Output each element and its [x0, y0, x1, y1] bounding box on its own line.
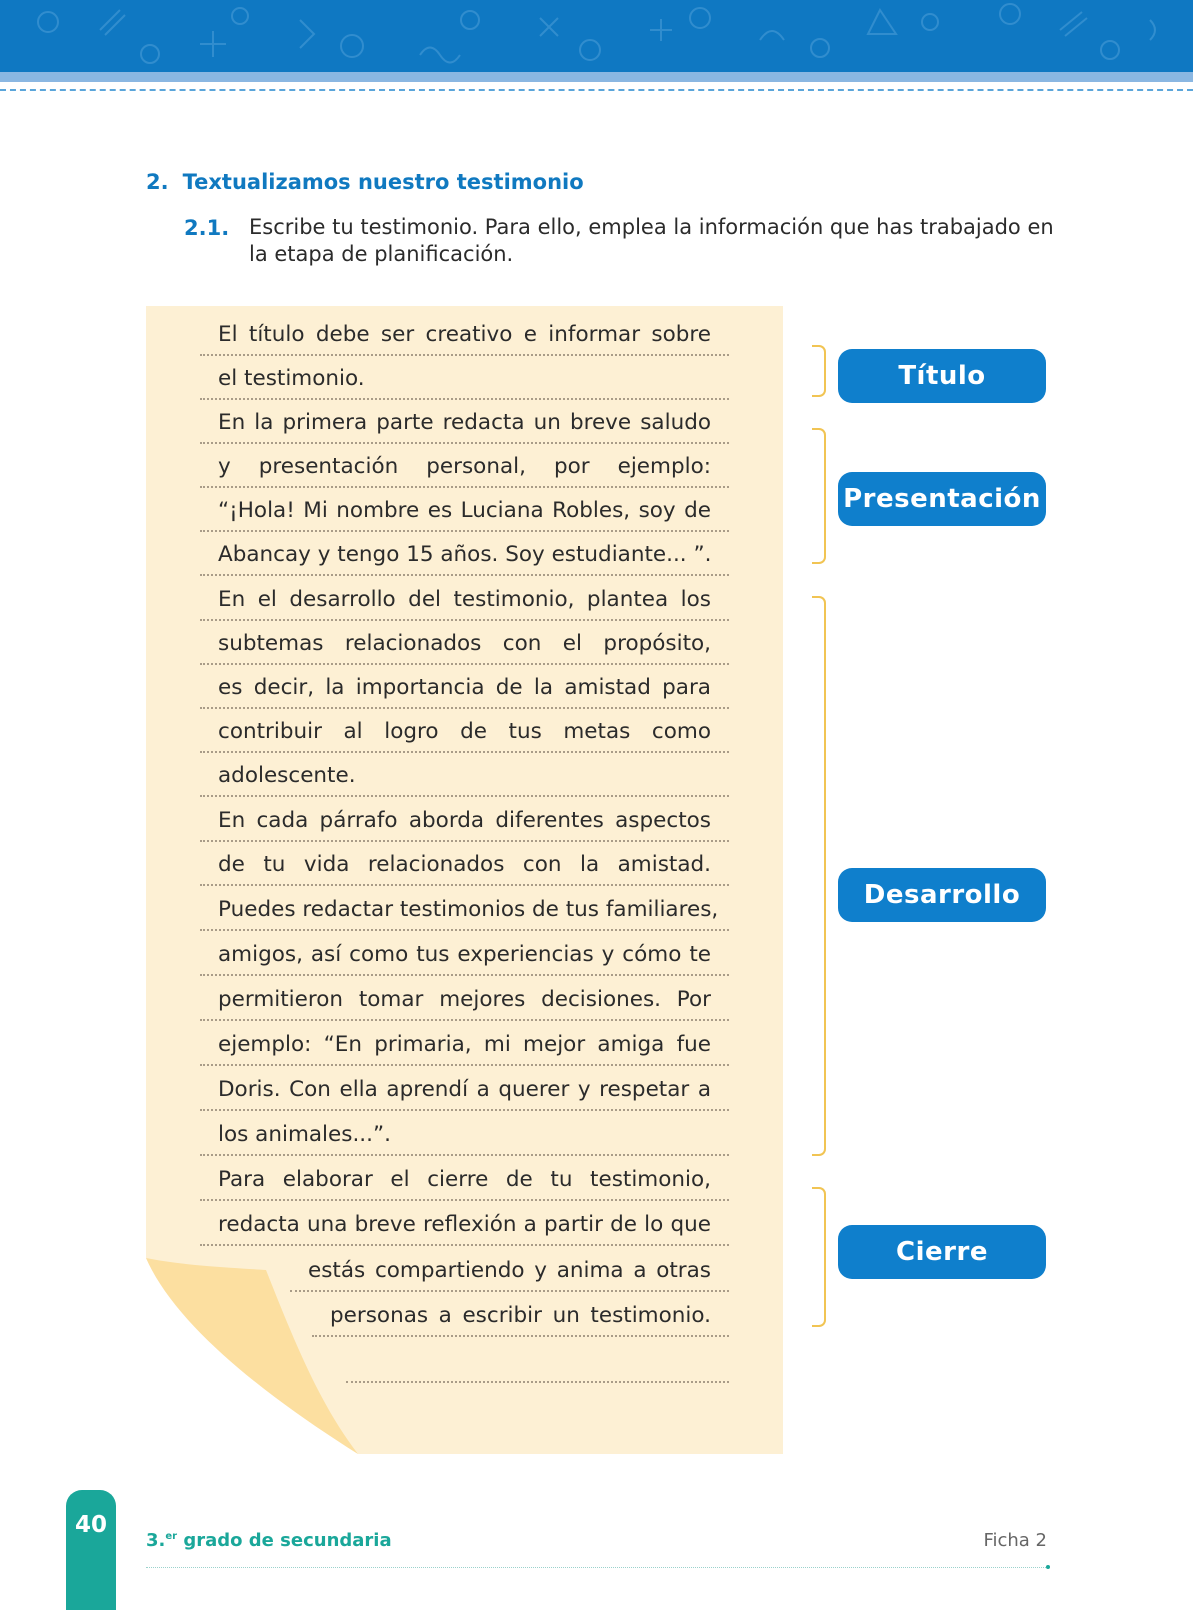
- ficha-label: Ficha 2: [983, 1530, 1047, 1551]
- paper-line[interactable]: Abancay y tengo 15 años. Soy estudiante... ”.: [200, 532, 729, 576]
- label-presentacion[interactable]: Presentación: [838, 472, 1046, 526]
- bracket-cierre: [812, 1187, 826, 1327]
- page-number: 40: [74, 1512, 107, 1538]
- section-number: 2.: [146, 170, 169, 194]
- paper-line[interactable]: Doris. Con ella aprendí a querer y respetar a: [200, 1067, 729, 1111]
- paper-line[interactable]: Puedes redactar testimonios de tus familiares,: [200, 887, 729, 931]
- footer-dotted-line: [146, 1567, 1048, 1568]
- paper-line[interactable]: En cada párrafo aborda diferentes aspectos: [200, 798, 729, 842]
- banner-dashed-divider: [0, 89, 1193, 91]
- banner-doodle-pattern: [0, 0, 1193, 72]
- grade-label: 3.$^{er}$ grado de secundaria: [146, 1530, 392, 1551]
- paper-line[interactable]: subtemas relacionados con el propósito,: [200, 621, 729, 665]
- paper-line[interactable]: los animales...”.: [200, 1112, 729, 1156]
- label-titulo[interactable]: Título: [838, 349, 1046, 403]
- label-desarrollo[interactable]: Desarrollo: [838, 868, 1046, 922]
- label-cierre[interactable]: Cierre: [838, 1225, 1046, 1279]
- subsection-instruction: Escribe tu testimonio. Para ello, emplea la información que has trabajado en la etapa de planificación.: [249, 215, 1054, 266]
- paper-line[interactable]: amigos, así como tus experiencias y cómo te: [200, 932, 729, 976]
- paper-line[interactable]: permitieron tomar mejores decisiones. Por: [200, 977, 729, 1021]
- bracket-presentacion: [812, 428, 826, 564]
- paper-line[interactable]: En el desarrollo del testimonio, plantea los: [200, 577, 729, 621]
- bracket-titulo: [812, 345, 826, 397]
- paper-line[interactable]: es decir, la importancia de la amistad para: [200, 665, 729, 709]
- section-title: Textualizamos nuestro testimonio: [182, 170, 584, 194]
- paper-line[interactable]: redacta una breve reflexión a partir de lo que: [200, 1202, 729, 1246]
- banner-light-strip: [0, 72, 1193, 82]
- paper-line[interactable]: personas a escribir un testimonio.: [312, 1293, 729, 1337]
- paper-line[interactable]: estás compartiendo y anima a otras: [290, 1248, 729, 1292]
- paper-line[interactable]: de tu vida relacionados con la amistad.: [200, 842, 729, 886]
- paper-line[interactable]: ejemplo: “En primaria, mi mejor amiga fue: [200, 1022, 729, 1066]
- section-heading: [146, 170, 584, 194]
- writing-paper: [146, 306, 783, 1454]
- bracket-desarrollo: [812, 596, 826, 1156]
- top-banner: [0, 0, 1193, 72]
- footer-dot: [1046, 1565, 1050, 1569]
- paper-line[interactable]: adolescente.: [200, 753, 729, 797]
- paper-line[interactable]: El título debe ser creativo e informar sobre: [200, 312, 729, 356]
- paper-line[interactable]: Para elaborar el cierre de tu testimonio,: [200, 1157, 729, 1201]
- subsection-number: 2.1.: [184, 216, 230, 240]
- paper-line[interactable]: el testimonio.: [200, 356, 729, 400]
- paper-line[interactable]: “¡Hola! Mi nombre es Luciana Robles, soy de: [200, 488, 729, 532]
- paper-line-empty[interactable]: [346, 1339, 729, 1383]
- paper-line[interactable]: contribuir al logro de tus metas como: [200, 709, 729, 753]
- page-number-tab: [66, 1490, 116, 1610]
- paper-line[interactable]: En la primera parte redacta un breve saludo: [200, 400, 729, 444]
- paper-line[interactable]: y presentación personal, por ejemplo:: [200, 444, 729, 488]
